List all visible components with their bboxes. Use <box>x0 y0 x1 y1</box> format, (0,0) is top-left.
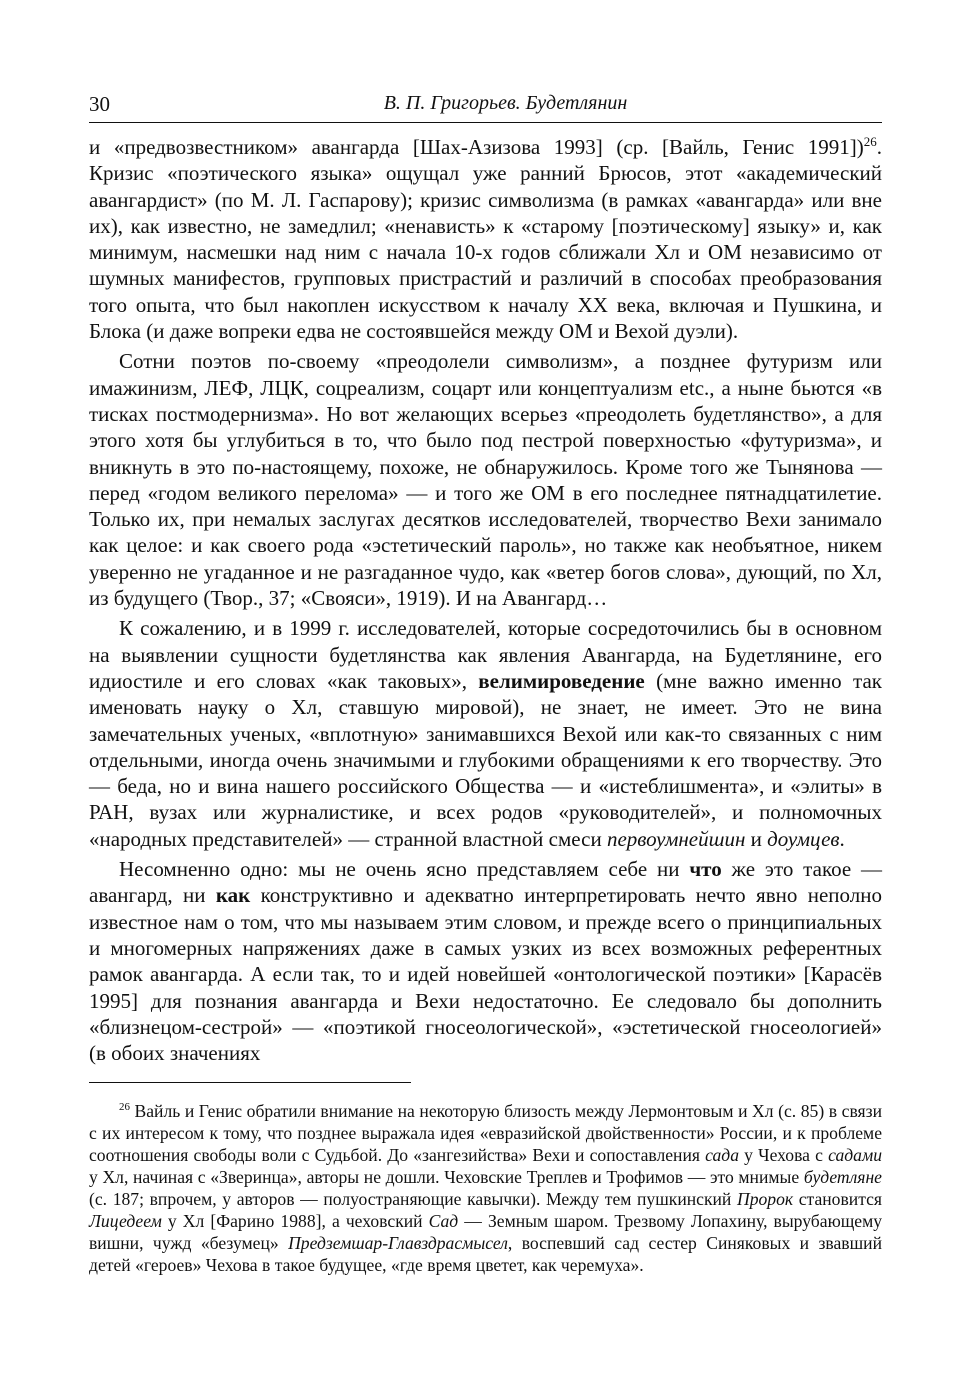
italic-term: доумцев <box>767 826 840 851</box>
paragraph-4 <box>89 856 882 1066</box>
running-header <box>89 88 882 123</box>
text-span: . Кризис «поэтического языка» ощущал уже ранний Брюсов, этот «академический авангардист» (по М. Л. Гаспарову); кризис символизма (в рамках «авангарда» или вне их), как известно, не замедлил; «ненависть» к «старому [поэтическому] языку» и, как минимум, насмешки над ним с начала 10-х годов сближали Хл и ОМ независимо от шумных манифестов, групповых пристрастий и различий в способах преобразования того опыта, что был накоплен искусством к началу XX века, включая и Пушкина, и Блока (и даже вопреки едва не состоявшейся между ОМ и Вехой дуэли). <box>89 135 882 344</box>
italic-term: садами <box>828 1145 882 1166</box>
text-span: и «предвозвестником» авангарда [Шах-Азизова 1993] (ср. [Вайль, Генис 1991]) <box>89 135 864 159</box>
italic-term: Пророк <box>736 1189 794 1210</box>
footnote-26 <box>89 1101 882 1276</box>
main-text <box>89 134 882 1066</box>
footnote-reference: 26 <box>863 134 877 149</box>
italic-term: будетляне <box>803 1167 882 1188</box>
italic-term: Лицедеем <box>89 1210 162 1231</box>
text-span: (с. 187; впрочем, у авторов — полуостраняющие кавычки). Между тем пушкинский <box>89 1189 737 1210</box>
italic-term: Предземшар-Главздрасмысел <box>288 1232 508 1253</box>
footnote-separator <box>89 1082 411 1083</box>
text-span: (мне важно именно так именовать науку о Хл, ставшую мировой), не знает, не имеет. Это не вина замечательных ученых, «вплотную» занимавшихся Вехой или как-то связанных с ним отдельными, иногда очень значимыми и глубокими обращениями к его творчеству. Это — беда, но и вина нашего российского Общества — и «истеблишмента», и «элиты» в РАН, вузах или журналистике, и всех родов «руководителей», и полномочных «народных представителей» — странной властной смеси <box>89 668 882 851</box>
paragraph-3 <box>89 615 882 852</box>
book-page <box>89 88 882 1294</box>
text-span: Несомненно одно: мы не очень ясно представляем себе ни <box>119 857 690 882</box>
paragraph-2 <box>89 348 882 611</box>
bold-term: как <box>215 883 251 908</box>
text-span: , воспевший сад сестер Синяковых и звавший детей «героев» Чехова в такое будущее, «где время цветет, как черемуха». <box>89 1232 882 1275</box>
italic-term: Сад <box>428 1210 459 1231</box>
text-span: — Земным шаром. Трезвому Лопахину, вырубающему вишни, чужд «безумец» <box>89 1210 882 1253</box>
text-span: конструктивно и адекватно интерпретировать нечто явно неполно известное нам о том, что мы называем этим словом, и прежде всего о принципиальных и многомерных напряжениях даже в самых узких из всех возможных референтных рамок авангарда. А если так, то и идей новейшей «онтологической поэтики» [Карасёв 1995] для познания авангарда и Вехи недостаточно. Ее следовало бы дополнить «близнецом-сестрой» — «поэтикой гносеологической», «эстетической гносеологией» (в обоих значениях <box>89 883 882 1066</box>
running-title: В. П. Григорьев. Будетлянин <box>383 92 628 114</box>
text-span: у Хл, начиная с «Зверинца», авторы не дошли. Чеховские Треплев и Трофимов — это мнимые <box>89 1167 804 1188</box>
text-span: Сотни поэтов по-своему «преодолели символизм», а позднее футуризм или имажинизм, ЛЕФ, ЛЦК, соцреализм, соцарт или концептуализм etc., а ныне бьются «в тисках постмодернизма». Но вот желающих всерьез «преодолеть будетлянство», а для этого хотя бы углубиться в то, что было под пестрой поверхностью «футуризма», и вникнуть в это по-настоящему, похоже, не обнаружилось. Кроме того же Тынянова — перед «годом великого перелома» — и того же ОМ в его последнее пятнадцатилетие. Только их, при немалых заслугах десятков исследователей, творчество Вехи занимало как целое: и как своего рода «эстетический пароль», но также как необъятное, никем уверенно не угаданное и не разгаданное чудо, как «ветер богов слова», дующий, по Хл, из будущего (Твор., 37; «Свояси», 1919). И на Авангард… <box>89 349 882 611</box>
italic-term: первоумнейшин <box>606 826 746 851</box>
italic-term: сада <box>705 1145 740 1166</box>
text-span: К сожалению, и в 1999 г. исследователей, которые сосредоточились бы в основном на выявлении сущности будетлянства как явления Авангарда, на Будетлянине, его идиостиле и его словах «как таковых», <box>89 616 882 693</box>
text-span: у Хл [Фарино 1988], а чеховский <box>161 1210 429 1231</box>
text-span: становится <box>793 1189 882 1210</box>
text-span: Вайль и Генис обратили внимание на некоторую близость между Лермонтовым и Хл (с. 85) в связи с их интересом к тому, что позднее выражала идея «евразийской двойственности» России, и к проблеме соотношения свободы воли с Судьбой. До «зангезийства» Вехи и сопоставления <box>89 1101 882 1166</box>
page-number: 30 <box>89 92 110 116</box>
text-span: и <box>745 826 768 851</box>
text-span: . <box>839 826 845 851</box>
bold-term: велимироведение <box>478 668 645 693</box>
bold-term: что <box>689 857 722 882</box>
footnote-number: 26 <box>119 1101 130 1114</box>
text-span: же это такое — авангард, ни <box>89 857 882 908</box>
text-span: у Чехова с <box>739 1145 829 1166</box>
paragraph-1 <box>89 134 882 344</box>
